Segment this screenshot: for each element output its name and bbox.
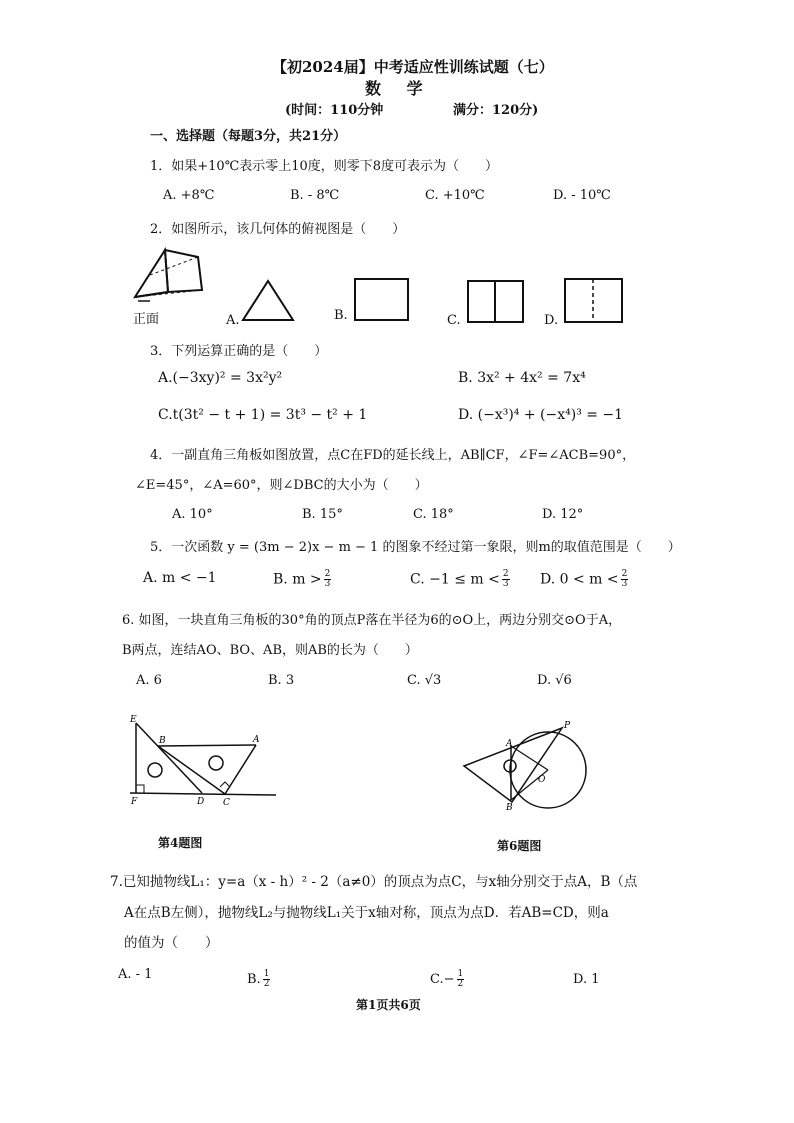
fig4-label-a: A — [253, 735, 260, 745]
subject-title: 数 学 — [365, 79, 433, 98]
prism-figure — [130, 245, 210, 307]
triangle-option — [240, 278, 296, 324]
q4-line1: 4．一副直角三角板如图放置，点C在FD的延长线上，AB∥CF，∠F=∠ACB=90°， — [150, 448, 636, 463]
front-label: 正面 — [133, 312, 160, 327]
q3-option-a: A.(−3xy)² = 3x²y² — [158, 370, 283, 386]
fig6-label-a: A — [506, 739, 513, 749]
q2-stem: 2．如图所示，该几何体的俯视图是（ ） — [150, 222, 406, 237]
square-option — [353, 277, 411, 323]
dashed-rect-option — [563, 277, 625, 325]
q6-line2: B两点，连结AO、BO、AB，则AB的长为（ ） — [122, 643, 418, 658]
q5-option-c: C. −1 ≤ m < $\frac{2}{3}$ — [410, 569, 509, 589]
q6-option-b: B. 3 — [268, 673, 295, 688]
q7-line2: A在点B左侧），抛物线L₂与抛物线L₁关于x轴对称，顶点为点D．若AB=CD，则a — [124, 905, 609, 921]
q7-option-d: D. 1 — [573, 972, 600, 987]
figure-q6 — [460, 718, 600, 818]
fig6-caption: 第6题图 — [497, 839, 542, 853]
q4-option-a: A. 10° — [172, 507, 213, 522]
q2-option-c-letter: C. — [447, 313, 461, 328]
fig4-label-f: F — [131, 797, 138, 807]
section-heading: 一、选择题（每题3分，共21分） — [150, 129, 347, 144]
fig6-label-o: O — [538, 775, 546, 785]
fig6-label-b: B — [506, 803, 513, 813]
q7-option-b: B. $\frac{1}{2}$ — [247, 969, 270, 989]
q6-option-c: C. √3 — [407, 673, 442, 688]
exam-time: (时间：110分钟 — [285, 103, 384, 118]
q3-stem: 3．下列运算正确的是（ ） — [150, 344, 328, 359]
q1-stem: 1．如果+10℃表示零上10度，则零下8度可表示为（ ） — [150, 159, 499, 174]
q2-option-a-letter: A. — [226, 313, 240, 328]
figure-q4 — [128, 715, 280, 810]
q7-option-c: C.− $\frac{1}{2}$ — [430, 969, 464, 989]
q5-stem: 5．一次函数 y = (3m − 2)x − m − 1 的图象不经过第一象限，则m的取值范围是（ ） — [150, 540, 681, 555]
q1-option-c: C. +10℃ — [425, 188, 485, 203]
exam-title: 【初2024届】中考适应性训练试题（七） — [272, 58, 554, 76]
fig4-label-e: E — [130, 715, 137, 725]
fig6-label-p: P — [564, 721, 571, 731]
q1-option-a: A. +8℃ — [163, 188, 215, 203]
fig4-caption: 第4题图 — [158, 836, 203, 850]
split-rect-option — [466, 279, 526, 325]
fig4-label-c: C — [223, 798, 230, 808]
q4-line2: ∠E=45°，∠A=60°，则∠DBC的大小为（ ） — [135, 478, 428, 493]
q4-option-d: D. 12° — [542, 507, 584, 522]
q7-line3: 的值为（ ） — [124, 935, 219, 951]
fig4-label-b: B — [159, 736, 166, 746]
q4-option-c: C. 18° — [413, 507, 454, 522]
q7-option-a: A. - 1 — [118, 967, 153, 982]
page-number: 第1页共6页 — [356, 998, 421, 1012]
q6-option-d: D. √6 — [537, 673, 572, 688]
fig4-label-d: D — [197, 797, 205, 807]
q6-option-a: A. 6 — [136, 673, 162, 688]
q1-option-d: D. - 10℃ — [553, 188, 611, 203]
q1-option-b: B. - 8℃ — [290, 188, 340, 203]
q7-line1: 7.已知抛物线L₁：y=a（x - h）² - 2（a≠0）的顶点为点C，与x轴分别交于点A，B（点 — [110, 874, 638, 890]
q3-option-b: B. 3x² + 4x² = 7x⁴ — [458, 370, 586, 386]
q6-line1: 6. 如图，一块直角三角板的30°角的顶点P落在半径为6的⊙O上，两边分别交⊙O于A， — [122, 613, 622, 628]
q5-option-b: B. m > $\frac{2}{3}$ — [273, 569, 331, 589]
q5-option-a: A. m < −1 — [143, 570, 217, 586]
q4-option-b: B. 15° — [302, 507, 343, 522]
q3-option-c: C.t(3t² − t + 1) = 3t³ − t² + 1 — [158, 407, 368, 423]
q2-option-b-letter: B. — [334, 308, 348, 323]
q3-option-d: D. (−x³)⁴ + (−x⁴)³ = −1 — [458, 407, 624, 423]
q5-option-d: D. 0 < m < $\frac{2}{3}$ — [540, 569, 628, 589]
exam-score: 满分：120分) — [453, 103, 539, 118]
q2-option-d-letter: D. — [544, 313, 559, 328]
